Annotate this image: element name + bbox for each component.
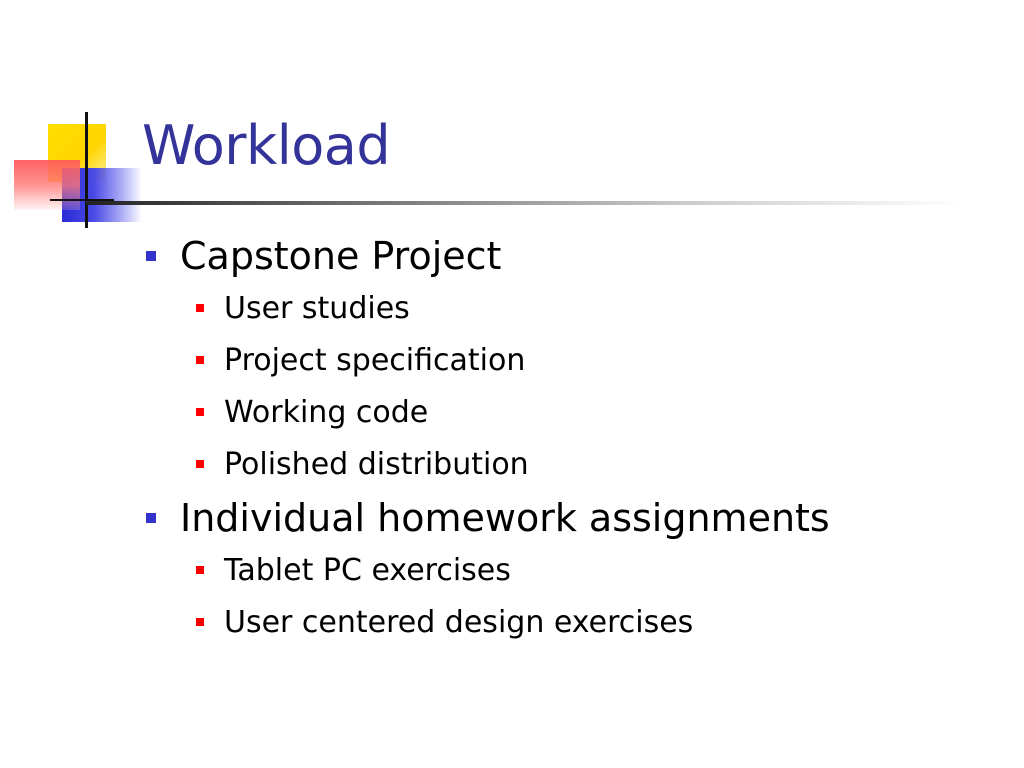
sub-bullet-item (140, 596, 1000, 648)
red-square-bullet-icon (196, 566, 204, 574)
sub-bullet-text: User centered design exercises (224, 604, 694, 640)
sub-bullet-text: Polished distribution (224, 446, 529, 482)
sub-bullet-item (140, 282, 1000, 334)
sub-bullet-text: Working code (224, 394, 429, 430)
red-square-bullet-icon (196, 356, 204, 364)
red-square-bullet-icon (196, 460, 204, 468)
red-square-bullet-icon (196, 618, 204, 626)
bullet-text: Individual homework assignments (180, 496, 830, 540)
bullet-text: Capstone Project (180, 234, 502, 278)
sub-bullet-item (140, 544, 1000, 596)
decorative-vertical-line (85, 112, 88, 228)
bullet-item (140, 492, 1000, 544)
sub-bullet-item (140, 386, 1000, 438)
red-square-bullet-icon (196, 408, 204, 416)
bullet-list (140, 230, 1000, 648)
sub-bullet-text: User studies (224, 290, 410, 326)
slide-title: Workload (142, 114, 391, 177)
blue-square-bullet-icon (146, 251, 156, 261)
sub-bullet-text: Tablet PC exercises (224, 552, 511, 588)
sub-bullet-text: Project specification (224, 342, 526, 378)
decorative-red-square (14, 160, 80, 210)
title-underline (86, 201, 966, 205)
sub-bullet-item (140, 438, 1000, 490)
blue-square-bullet-icon (146, 513, 156, 523)
bullet-item (140, 230, 1000, 282)
red-square-bullet-icon (196, 304, 204, 312)
sub-bullet-item (140, 334, 1000, 386)
